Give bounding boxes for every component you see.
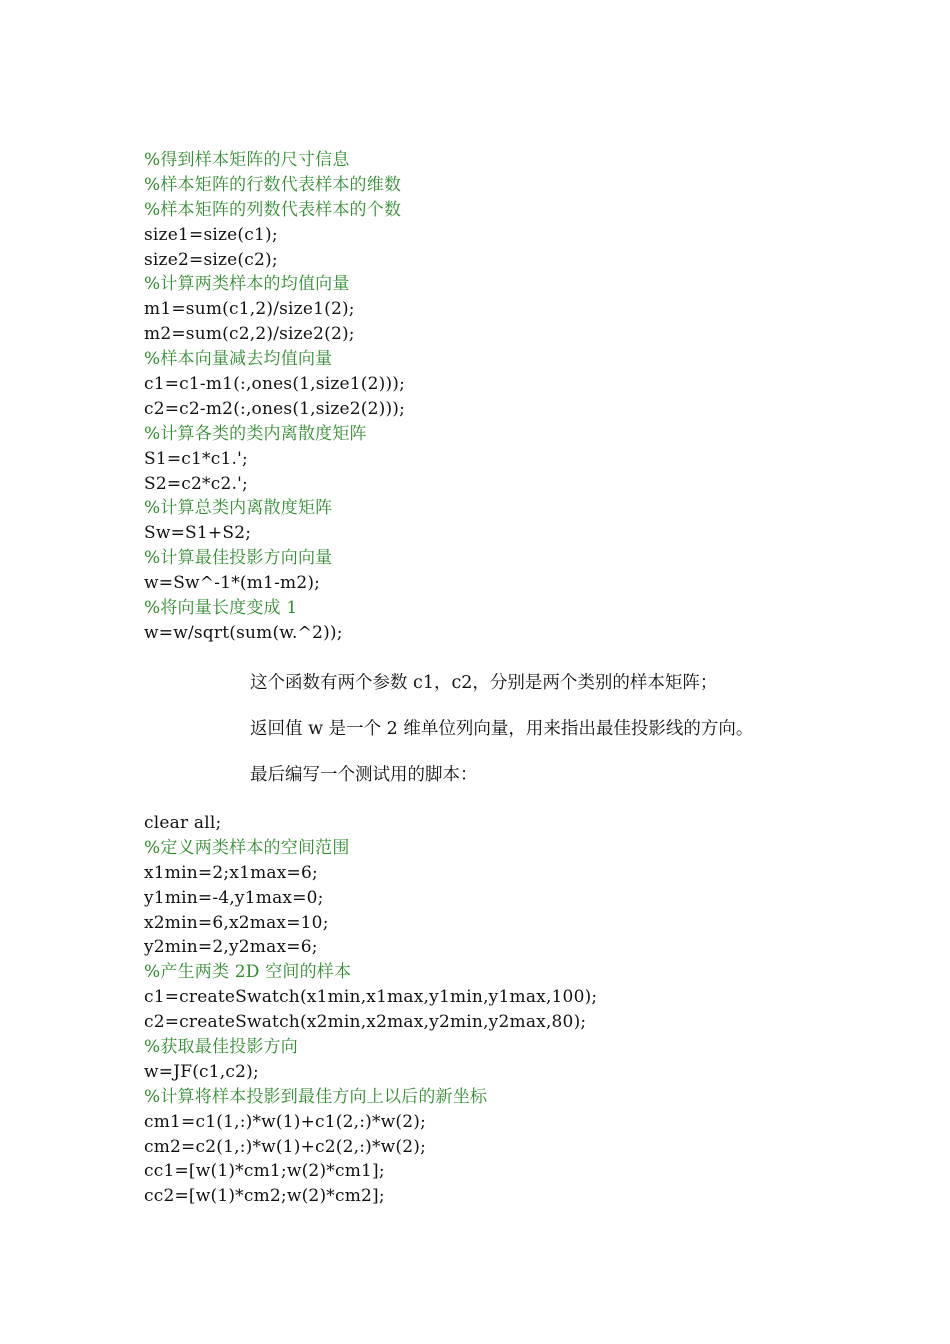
code-line: Sw=S1+S2; (144, 523, 252, 544)
code-line: S1=c1*c1.'; (144, 448, 248, 469)
code-block-test-script (144, 811, 597, 1209)
code-line: m1=sum(c1,2)/size1(2); (144, 299, 355, 320)
code-line: c2=createSwatch(x2min,x2max,y2min,y2max,80); (144, 1012, 587, 1033)
code-line: %得到样本矩阵的尺寸信息 (144, 150, 350, 170)
code-line: cc2=[w(1)*cm2;w(2)*cm2]; (144, 1186, 385, 1207)
prose-paragraph-test-script: 最后编写一个测试用的脚本： (250, 765, 478, 785)
code-line: size2=size(c2); (144, 249, 278, 270)
code-line: w=Sw^-1*(m1-m2); (144, 573, 321, 594)
code-line: %计算各类的类内离散度矩阵 (144, 423, 367, 444)
code-line: %计算两类样本的均值向量 (144, 274, 350, 295)
code-block-jf-function (144, 148, 405, 646)
code-line: clear all; (144, 813, 222, 833)
prose-section (250, 666, 753, 804)
code-line: w=JF(c1,c2); (144, 1061, 259, 1082)
code-line: c2=c2-m2(:,ones(1,size2(2))); (144, 398, 406, 419)
code-line: %计算将样本投影到最佳方向上以后的新坐标 (144, 1086, 488, 1107)
code-line: y1min=-4,y1max=0; (144, 887, 324, 908)
code-line: size1=size(c1); (144, 224, 278, 245)
code-line: %将向量长度变成 1 (144, 598, 298, 619)
code-line: %获取最佳投影方向 (144, 1037, 298, 1058)
code-line: %样本矩阵的列数代表样本的个数 (144, 199, 402, 220)
code-line: cc1=[w(1)*cm1;w(2)*cm1]; (144, 1161, 385, 1182)
code-line: c1=createSwatch(x1min,x1max,y1min,y1max,100); (144, 987, 598, 1008)
code-line: m2=sum(c2,2)/size2(2); (144, 324, 355, 345)
code-line: cm2=c2(1,:)*w(1)+c2(2,:)*w(2); (144, 1136, 427, 1157)
code-line: %计算最佳投影方向向量 (144, 548, 333, 569)
code-line: %产生两类 2D 空间的样本 (144, 962, 352, 983)
code-line: c1=c1-m1(:,ones(1,size1(2))); (144, 374, 406, 395)
code-line: %样本矩阵的行数代表样本的维数 (144, 174, 402, 195)
code-line: x2min=6,x2max=10; (144, 912, 329, 933)
code-line: cm1=c1(1,:)*w(1)+c1(2,:)*w(2); (144, 1111, 427, 1132)
code-line: w=w/sqrt(sum(w.^2)); (144, 622, 343, 643)
prose-paragraph-parameters: 这个函数有两个参数 c1，c2，分别是两个类别的样本矩阵； (250, 673, 718, 693)
code-line: %计算总类内离散度矩阵 (144, 498, 333, 519)
code-line: %样本向量减去均值向量 (144, 349, 333, 370)
code-line: S2=c2*c2.'; (144, 473, 248, 494)
code-line: y2min=2,y2max=6; (144, 937, 318, 958)
code-line: x1min=2;x1max=6; (144, 862, 318, 883)
code-line: %定义两类样本的空间范围 (144, 837, 350, 858)
prose-paragraph-return-value: 返回值 w 是一个 2 维单位列向量，用来指出最佳投影线的方向。 (250, 719, 754, 739)
